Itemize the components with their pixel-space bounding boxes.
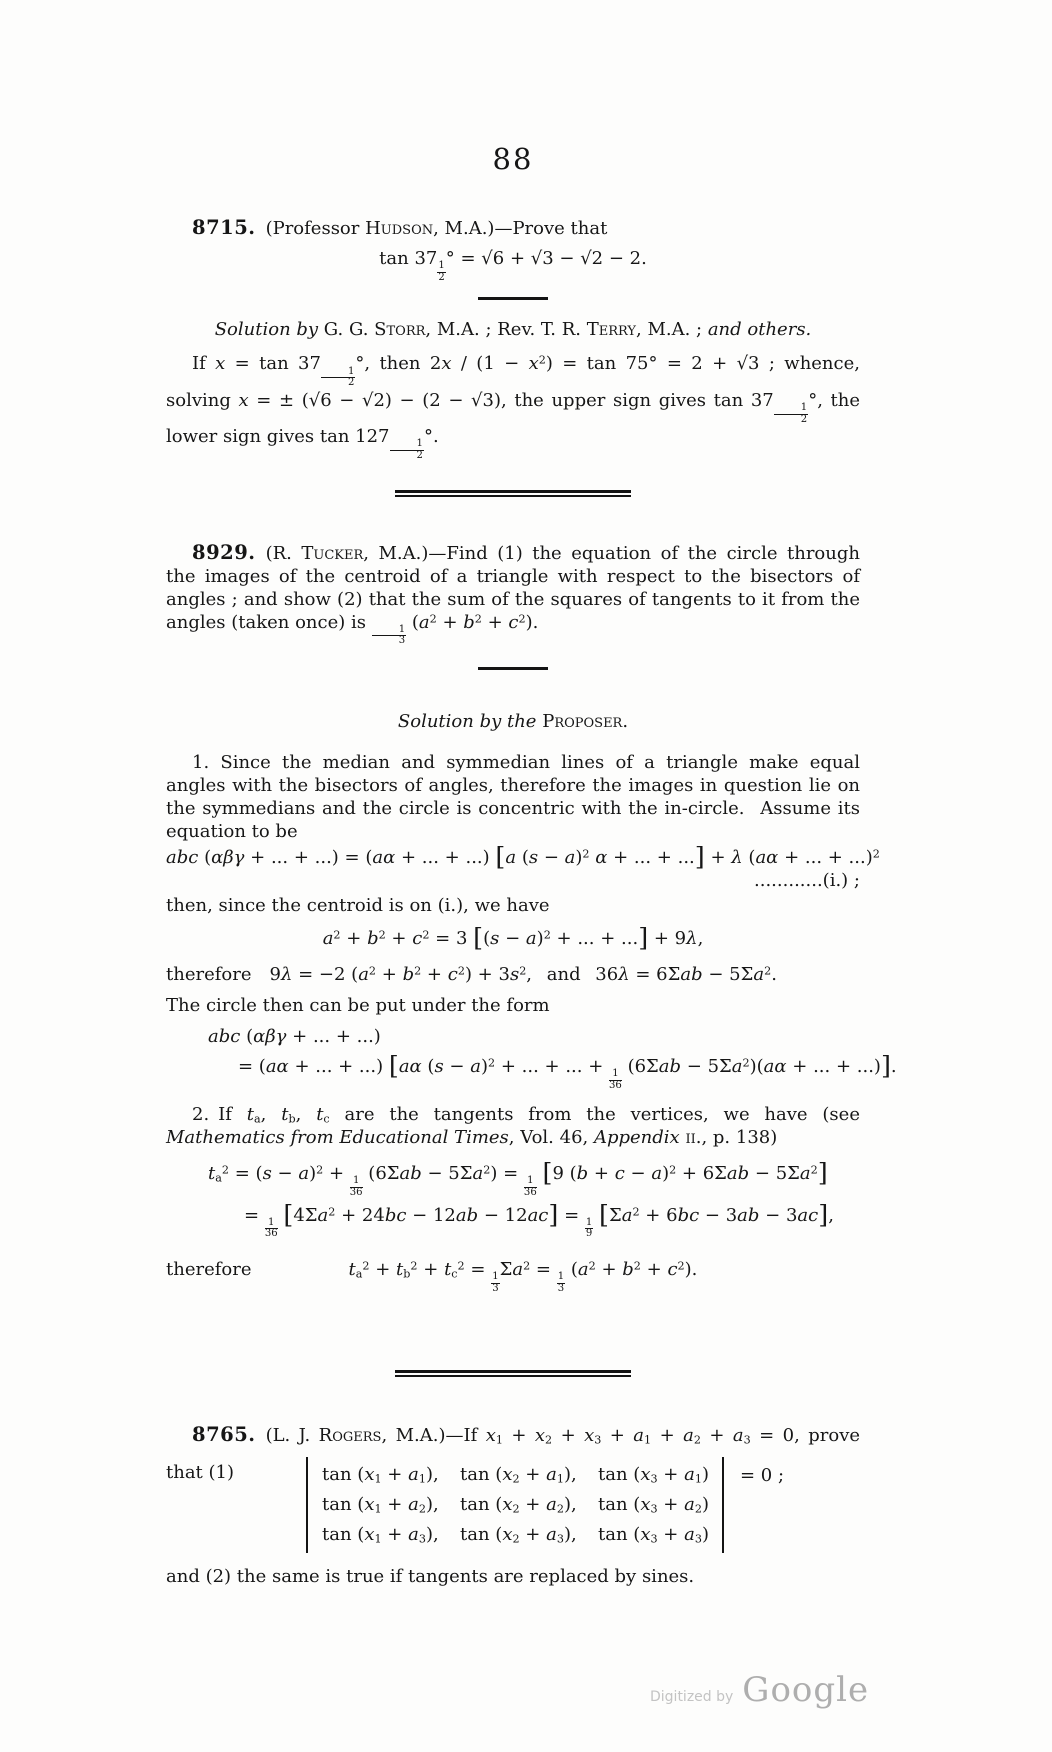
problem-8765-final-line: and (2) the same is true if tangents are replaced by sines. [166,1566,695,1588]
determinant-row [322,1520,710,1550]
determinant-cell: $\tan (x_3 + a_1)$ [598,1464,709,1486]
solution-8715-byline: Solution by G. G. Storr, M.A. ; Rev. T. R. Terry, M.A. ; and others. [214,319,812,341]
determinant-cell: $\tan (x_1 + a_3)$, [322,1524,439,1546]
determinant-cell: $\tan (x_3 + a_3)$ [598,1524,709,1546]
problem-8715-number: 8715. [192,216,256,239]
tangent-equation-1: $t_a^2 = (s - a)^2$ + $\frac{1}{36}$ $(6\Sigma ab - 5\Sigma a^2)$ = $\frac{1}{36}$ [9 $(b + c - a)^2 + 6\Sigma ab - 5\Sigma a^2$] [208,1158,828,1199]
digitized-watermark [650,1670,869,1710]
problem-8715-heading: (Professor Hudson, M.A.)—Prove that [265,218,608,239]
determinant-row [322,1460,710,1490]
centroid-equation: $a^2 + b^2 + c^2 = 3$ [$(s - a)^2$ + ... + ...] + 9λ, [322,922,704,953]
problem-8929-number: 8929. [192,540,256,564]
problem-8929-section [166,540,897,1295]
problem-8765-number: 8765. [192,1423,256,1447]
therefore-lambda-line: therefore 9λ = −2 $(a^2 + b^2 + c^2) + 3s^2$, and $36\lambda = 6\Sigma ab - 5\Sigma a^2$. [166,963,777,985]
determinant-cell: $\tan (x_1 + a_2)$, [322,1494,439,1516]
page-number: 88 [492,142,534,176]
abc-equation-line: abc (αβγ + ... + ...) [208,1025,381,1047]
tangent-equation-3: $t_a^2 + t_b^2 + t_c^2$ = $\frac{1}{3}$ $\Sigma a^2$ = $\frac{1}{3}$ $(a^2 + b^2 + c^2)$. [348,1259,698,1294]
therefore-label: therefore [166,1259,252,1280]
then-centroid-line: then, since the centroid is on (i.), we have [166,894,550,916]
problem-8929-statement [166,541,860,647]
page [166,142,897,1588]
circle-form-line: The circle then can be put under the form [166,994,550,1016]
solution-8929-paragraph-1: 1. Since the median and symmedian lines of a triangle make equal angles with the bisectors of angles, therefore the images in question lie on the symmedians and the circle is concentric with the in-circle. Assume its equation to be [166,751,860,842]
section-divider-2 [395,1370,631,1377]
equation-i: abc (αβγ + ... + ...) = (aα + ... + ...) [a $(s - a)^2$ α + ... + ...] + λ (aα + ... + ...)$^2$ [166,841,880,872]
problem-8715-section [166,216,860,462]
that-label: that (1) [166,1462,235,1484]
divider-rule-1 [478,297,548,300]
section-divider-1 [395,490,631,497]
equals-zero: = 0 ; [740,1465,785,1487]
therefore-tangent-row [166,1258,860,1294]
solution-8929-paragraph-2: 2. If $t_a$, $t_b$, $t_c$ are the tangents from the vertices, we have (see Mathematics from Educational Times, Vol. 46, Appendix ii., p. 138) [166,1104,860,1149]
digitized-by-label: Digitized by [650,1689,734,1705]
problem-8715-equation: tan 37 $\frac{1}{2}$ ° = √6 + √3 − √2 − 2. [379,248,647,283]
equation-i-reference: ............(i.) ; [754,869,860,891]
tangent-equation-2: = $\frac{1}{36}$ $[4\Sigma a^2 + 24bc - 12ab - 12ac]$ = $\frac{1}{9}$ $[\Sigma a^2 + 6bc - 3ab - 3ac]$, [244,1199,834,1240]
problem-8765-section [166,1423,860,1588]
determinant-block [166,1457,860,1553]
google-logo: Google [742,1670,870,1710]
determinant-cell: $\tan (x_2 + a_3)$, [460,1524,577,1546]
problem-8765-heading: (L. J. Rogers, M.A.)—If $x_1 + x_2 + x_3 + a_1 + a_2 + a_3 = 0$, prove [265,1425,861,1447]
divider-rule-2 [478,667,548,670]
determinant-cell: $\tan (x_3 + a_2)$ [598,1494,709,1516]
expanded-equation-line: = (aα + ... + ...) [aα $(s - a)^2$ + ... + ... + $\frac{1}{36}$ $(6\Sigma ab - 5\Sigma a^2)(a\alpha$ + ... + ...)]. [238,1050,897,1091]
problem-8765-statement [166,1423,860,1447]
determinant-cell: $\tan (x_2 + a_2)$, [460,1494,577,1516]
problem-8715-statement [166,216,860,240]
solution-8715-body: If x = tan 37 $\frac{1}{2}$ °, then $2x / (1 - x^2) = \tan 75^\circ = 2 + √3$ ; whence, solving x = ± (√6 − √2) − (2 − √3), the upper sign gives tan 37 $\frac{1}{2}$ °, the lower sign gives tan 127 $\frac{1}{2}$ °. [166,353,861,461]
determinant-cell: $\tan (x_2 + a_1)$, [460,1464,577,1486]
determinant-cell: $\tan (x_1 + a_1)$, [322,1464,439,1486]
problem-8929-heading: (R. Tucker, M.A.)—Find (1) the equation of the circle through the images of the centroid of a triangle with respect to the bisectors of angles ; and show (2) that the sum of the squares of tangents to it from the angles (taken once) is $\frac{1}{3}$ $(a^2 + b^2 + c^2)$. [166,542,860,647]
solution-8929-byline: Solution by the Proposer. [397,710,629,732]
determinant-matrix [306,1457,724,1553]
determinant-row [322,1490,710,1520]
